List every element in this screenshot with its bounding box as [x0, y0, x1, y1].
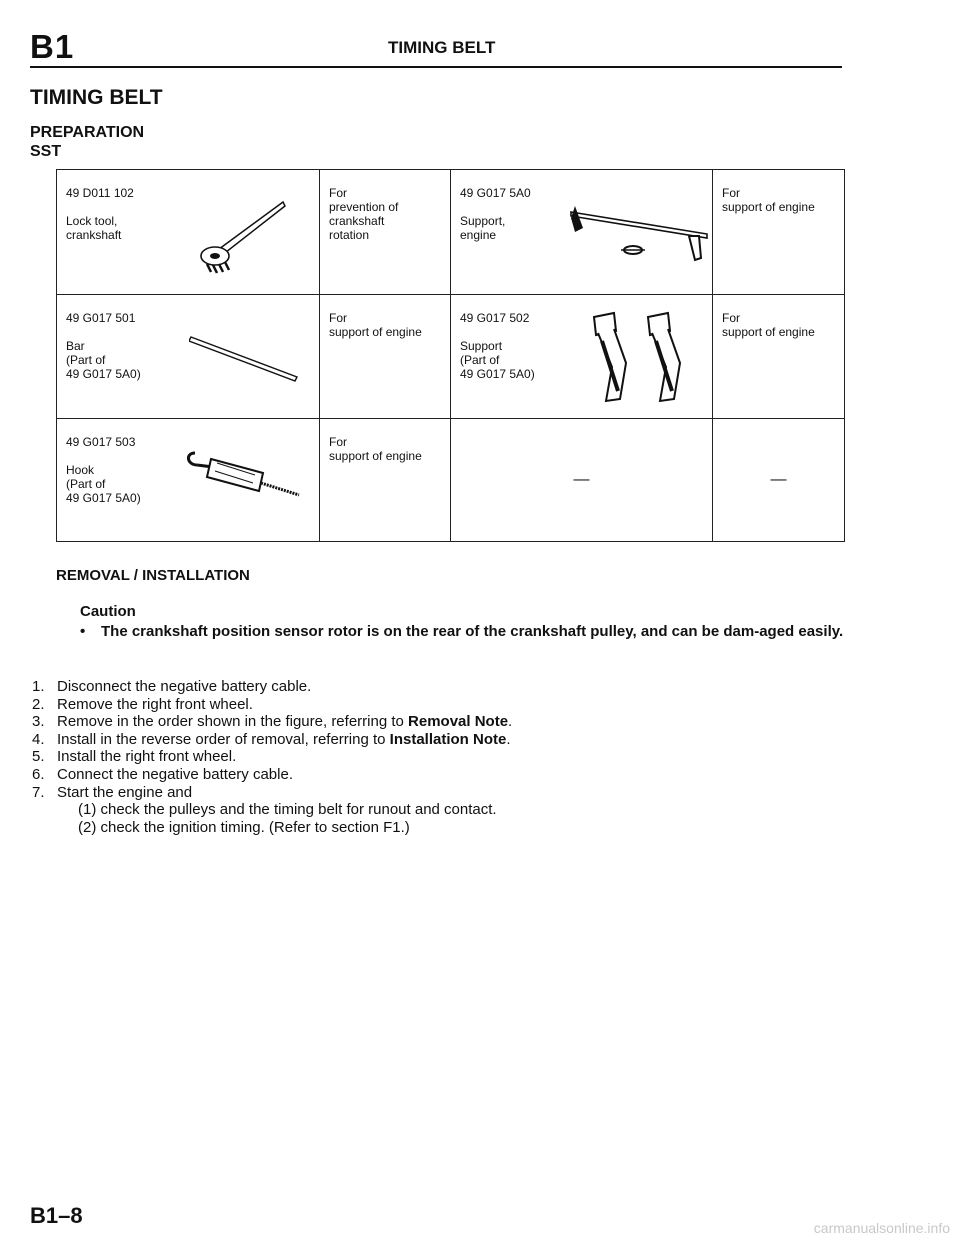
table-row: [57, 419, 845, 542]
caution-text: The crankshaft position sensor rotor is on the rear of the crankshaft pulley, and can be dam-aged easily.: [101, 623, 844, 640]
purpose-cell: [320, 419, 451, 542]
tool-name: Hook (Part of 49 G017 5A0): [66, 463, 141, 505]
substeps: [78, 801, 852, 836]
preparation-heading: PREPARATION: [30, 124, 145, 141]
engine-support-icon: [561, 198, 711, 268]
purpose-cell: [320, 170, 451, 295]
tool-name: Bar (Part of 49 G017 5A0): [66, 339, 141, 381]
tool-number: 49 D011 102: [66, 186, 134, 200]
list-item: 5. Install the right front wheel.: [32, 748, 237, 766]
list-item: 1. Disconnect the negative battery cable.: [32, 678, 312, 695]
tool-cell: [57, 419, 320, 542]
empty-cell: —: [451, 419, 713, 542]
caution-bullet: •: [80, 623, 86, 640]
tool-purpose: For support of engine: [722, 311, 815, 339]
caution-title: Caution: [80, 603, 136, 620]
table-row: [57, 170, 845, 295]
tool-purpose: For prevention of crankshaft rotation: [329, 186, 399, 242]
main-title: TIMING BELT: [30, 86, 163, 109]
tool-cell: [57, 170, 320, 295]
list-item: 4. Install in the reverse order of removal, referring to Installation Note.: [32, 730, 511, 748]
removal-heading: REMOVAL / INSTALLATION: [56, 567, 250, 584]
tool-number: 49 G017 5A0: [460, 186, 531, 200]
tool-purpose: For support of engine: [722, 186, 815, 214]
lock-tool-icon: [197, 194, 287, 274]
table-row: [57, 295, 845, 419]
list-item: 6. Connect the negative battery cable.: [32, 765, 293, 783]
tool-cell: [451, 170, 713, 295]
sst-table: [56, 169, 845, 542]
hook-icon: [183, 451, 303, 501]
page-header: [30, 26, 842, 68]
bar-icon: [189, 333, 301, 383]
header-title: TIMING BELT: [388, 38, 496, 57]
procedure-steps: [32, 678, 852, 836]
tool-cell: [451, 295, 713, 419]
empty-cell: —: [713, 419, 845, 542]
removal-note-ref: Removal Note: [408, 713, 509, 731]
tool-number: 49 G017 501: [66, 311, 136, 325]
installation-note-ref: Installation Note: [389, 730, 507, 748]
tool-number: 49 G017 502: [460, 311, 530, 325]
tool-cell: [57, 295, 320, 419]
support-stand-icon: [586, 311, 696, 407]
substep: (2) check the ignition timing. (Refer to section F1.): [78, 818, 410, 836]
substep: (1) check the pulleys and the timing belt for runout and contact.: [78, 801, 497, 819]
tool-name: Support, engine: [460, 214, 506, 242]
tool-number: 49 G017 503: [66, 435, 136, 449]
list-item: 7. Start the engine and (1) check the pulleys and the timing belt for runout and contact. (2) check the ignition timing. (Refer to section F1.): [32, 784, 852, 837]
tool-name: Lock tool, crankshaft: [66, 214, 122, 242]
purpose-cell: [713, 295, 845, 419]
section-code: B1: [30, 28, 75, 65]
list-item: 2. Remove the right front wheel.: [32, 695, 253, 713]
tool-purpose: For support of engine: [329, 435, 422, 463]
purpose-cell: [320, 295, 451, 419]
sst-heading: SST: [30, 143, 62, 160]
list-item: 3. Remove in the order shown in the figure, referring to Removal Note.: [32, 713, 513, 731]
tool-name: Support (Part of 49 G017 5A0): [460, 339, 535, 381]
caution-note: [80, 622, 860, 641]
page-number: B1–8: [30, 1203, 83, 1228]
purpose-cell: [713, 170, 845, 295]
watermark: carmanualsonline.info: [813, 1220, 950, 1236]
tool-purpose: For support of engine: [329, 311, 422, 339]
